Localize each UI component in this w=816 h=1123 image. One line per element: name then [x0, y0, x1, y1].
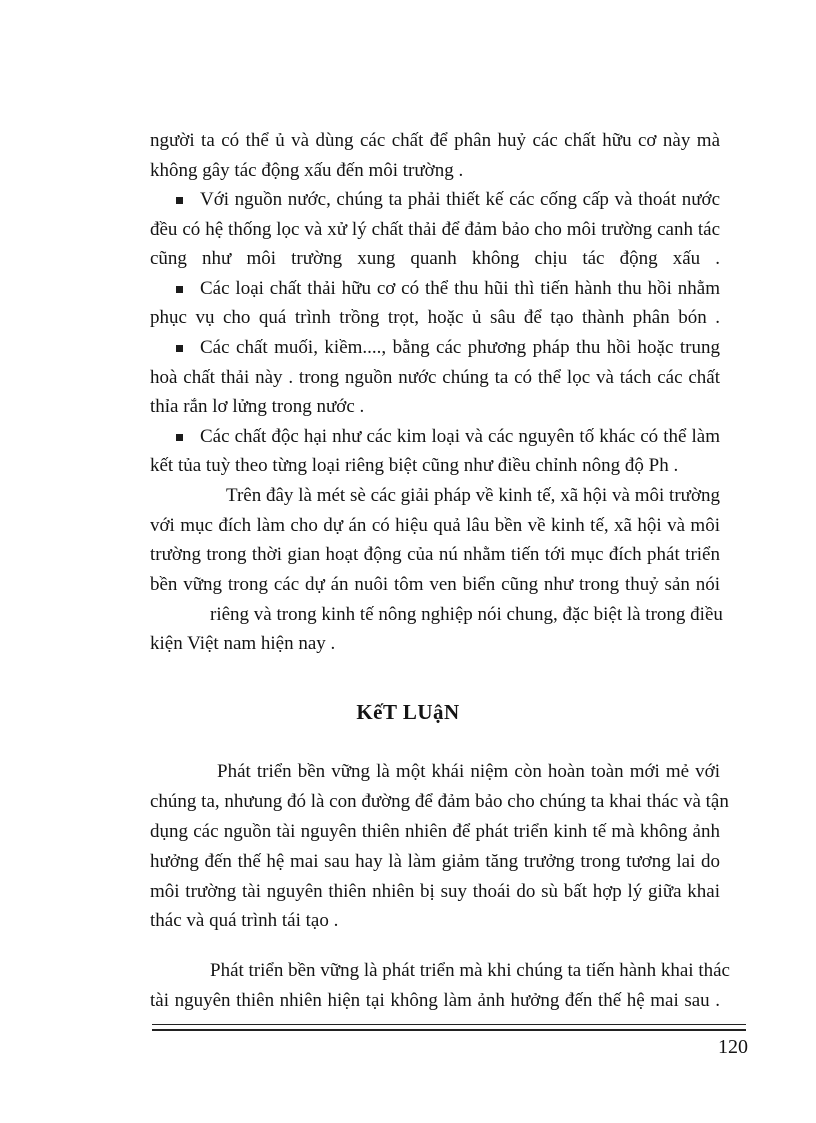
bullet-marker: [176, 434, 183, 441]
text-line: kiện Việt nam hiện nay .: [150, 633, 336, 654]
text-line: hoà chất thải này . trong nguồn nước chúng ta có thể lọc và tách các chất: [150, 367, 720, 388]
text-line: đều có hệ thống lọc và xử lý chất thải để đảm bảo cho môi trường canh tác: [150, 219, 720, 240]
bullet-marker: [176, 286, 183, 293]
text-line: hưởng đến thế hệ mai sau hay là làm giảm tăng trưởng trong tương lai do: [150, 851, 720, 872]
text-line: Các loại chất thải hữu cơ có thể thu hũi thì tiến hành thu hồi nhằm: [200, 278, 720, 299]
text-line: tài nguyên thiên nhiên hiện tại không làm ảnh hưởng đến thế hệ mai sau .: [150, 990, 720, 1011]
text-line: với mục đích làm cho dự án có hiệu quả lâu bền về kinh tế, xã hội và môi: [150, 515, 720, 536]
text-line: môi trường tài nguyên thiên nhiên bị suy thoái do sù bất hợp lý giữa khai: [150, 881, 720, 902]
text-line: Các chất muối, kiềm...., bằng các phương pháp thu hồi hoặc trung: [200, 337, 720, 358]
text-line: Trên đây là mét sè các giải pháp về kinh tế, xã hội và môi trường: [226, 485, 720, 506]
text-line: Với nguồn nước, chúng ta phải thiết kế các cống cấp và thoát nước: [200, 189, 720, 210]
footer-rule-top: [152, 1024, 746, 1025]
text-line: kết tủa tuỳ theo từng loại riêng biệt cũng như điều chỉnh nông độ Ph .: [150, 455, 679, 476]
text-line: bền vững trong các dự án nuôi tôm ven biển cũng như trong thuỷ sản nói: [150, 574, 720, 595]
text-line: thác và quá trình tái tạo .: [150, 910, 339, 931]
text-line: dụng các nguồn tài nguyên thiên nhiên để phát triển kinh tế mà không ảnh: [150, 821, 720, 842]
bullet-marker: [176, 197, 183, 204]
text-line: Các chất độc hại như các kim loại và các nguyên tố khác có thể làm: [200, 426, 720, 447]
text-line: không gây tác động xấu đến môi trường .: [150, 160, 464, 181]
text-line: thỉa rắn lơ lửng trong nước .: [150, 396, 365, 417]
text-line: phục vụ cho quá trình trồng trọt, hoặc ủ sâu để tạo thành phân bón .: [150, 307, 720, 328]
footer-rule-bottom: [152, 1029, 746, 1031]
text-line: người ta có thể ủ và dùng các chất để phân huỷ các chất hữu cơ này mà: [150, 130, 720, 151]
text-line: Phát triển bền vững là một khái niệm còn hoàn toàn mới mẻ với: [217, 761, 720, 782]
page-number: 120: [718, 1036, 748, 1058]
text-line: cũng như môi trường xung quanh không chịu tác động xấu .: [150, 248, 720, 269]
bullet-marker: [176, 345, 183, 352]
text-line: Phát triển bền vững là phát triển mà khi chúng ta tiến hành khai thác: [210, 960, 730, 981]
text-line: trường trong thời gian hoạt động của nú nhằm tiến tới mục đích phát triển: [150, 544, 720, 565]
text-line: riêng và trong kinh tế nông nghiệp nói chung, đặc biệt là trong điều: [210, 604, 723, 625]
text-line: chúng ta, nhưung đó là con đường để đảm bảo cho chúng ta khai thác và tận: [150, 791, 729, 812]
section-title: KếT LUậN: [356, 700, 460, 724]
